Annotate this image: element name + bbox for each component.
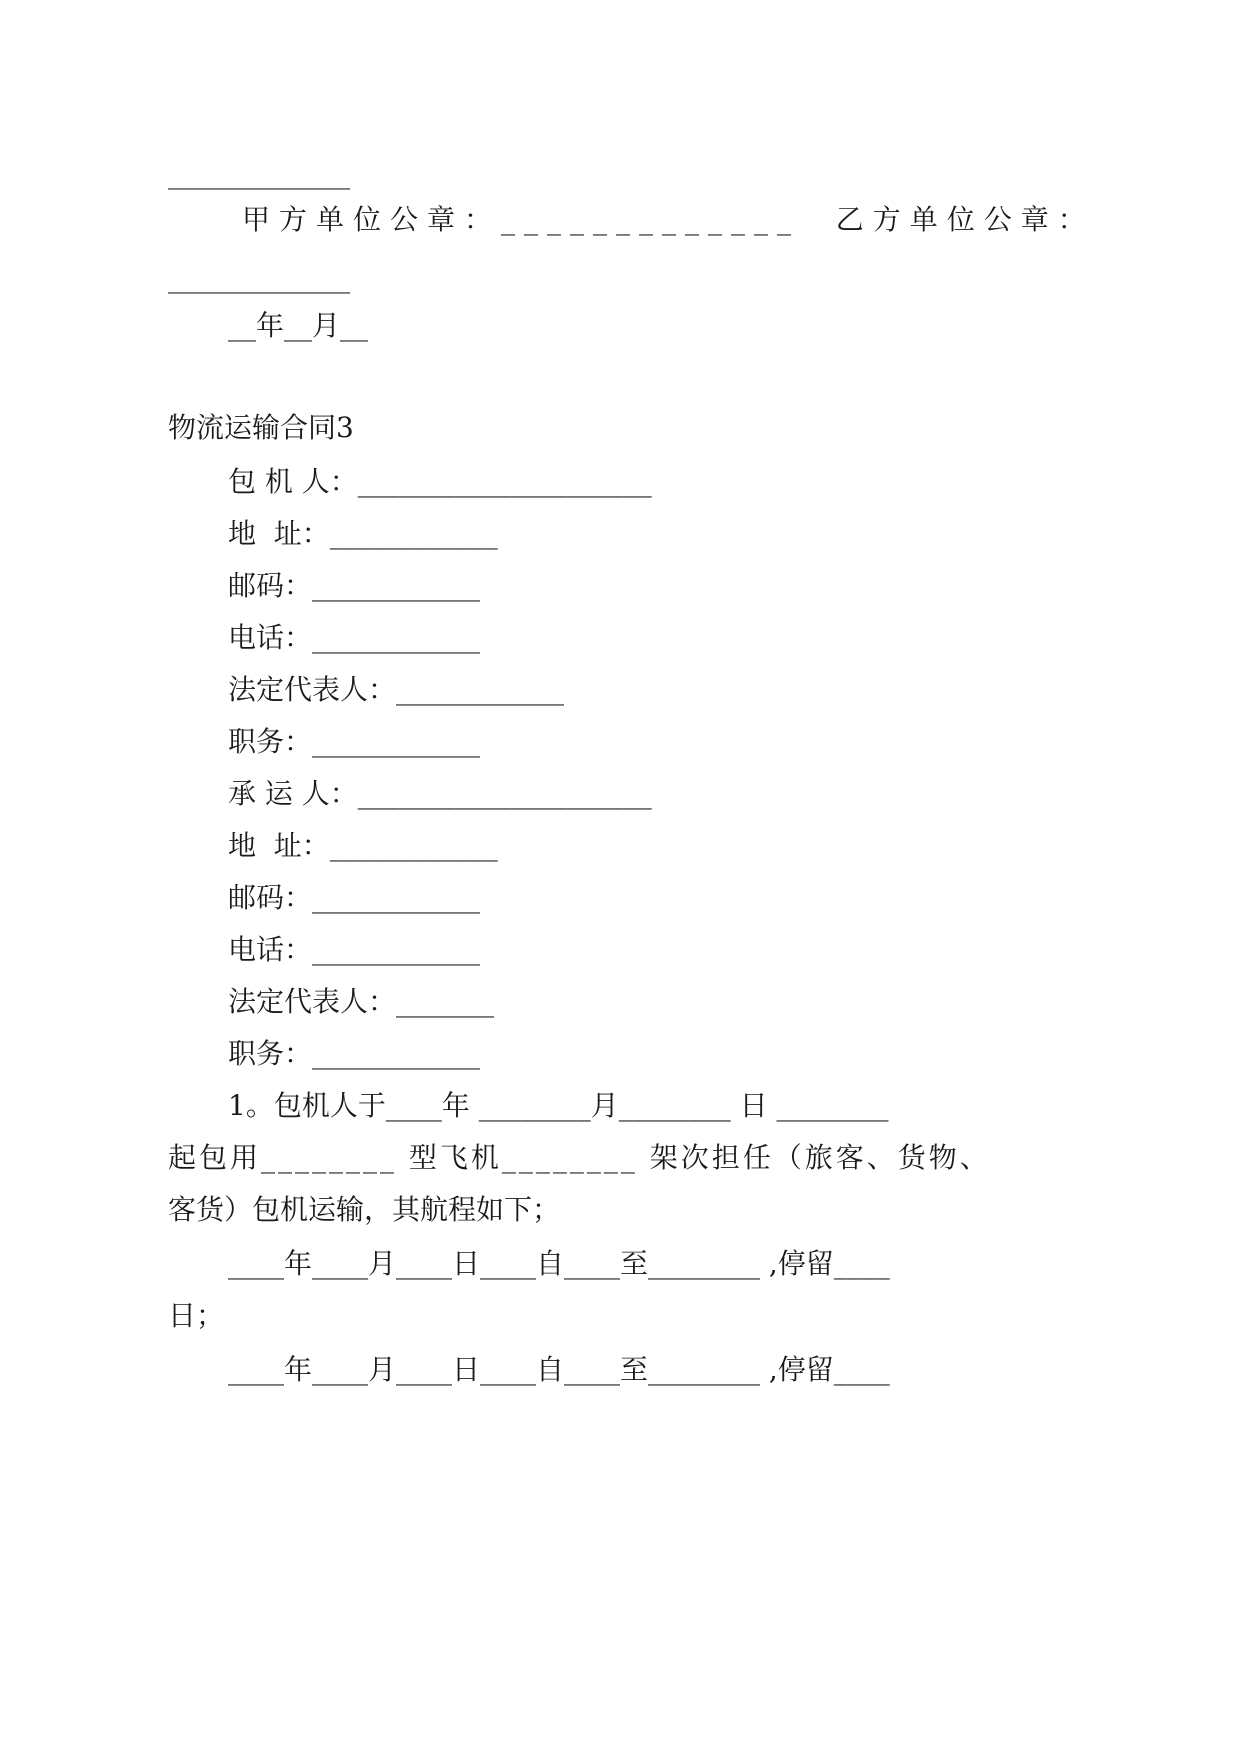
charterer-phone: 电话：____________ — [228, 621, 481, 654]
carrier-postcode: 邮码：____________ — [228, 881, 481, 914]
carrier-legal-rep: 法定代表人：_______ — [228, 985, 495, 1018]
top-blank: _____________ — [168, 157, 350, 190]
charterer-postcode: 邮码：____________ — [228, 569, 481, 602]
carrier-name: 承 运 人：_____________________ — [228, 777, 652, 810]
charterer-name: 包 机 人：_____________________ — [228, 465, 652, 498]
charterer-legal-rep: 法定代表人：____________ — [228, 673, 565, 706]
itinerary-row-1-cont: 日； — [168, 1299, 225, 1332]
carrier-phone: 电话：____________ — [228, 933, 481, 966]
charterer-address: 地 址：____________ — [228, 517, 498, 550]
carrier-address: 地 址：____________ — [228, 829, 498, 862]
charterer-title: 职务：____________ — [228, 725, 481, 758]
date-line: __年__月__ — [228, 309, 369, 342]
clause-1-line-2: 起包用________ 型飞机________ 架次担任（旅客、货物、 — [168, 1141, 991, 1174]
itinerary-row-1: ____年____月____日____自____至________ ,停留____ — [228, 1247, 890, 1280]
seal-blank-continued: _____________ — [168, 261, 350, 294]
clause-1-line-1: 1。包机人于____年 ________月________ 日 ________ — [228, 1089, 889, 1122]
seal-line: 甲方单位公章：_____________ 乙方单位公章： — [242, 203, 1095, 236]
carrier-title: 职务：____________ — [228, 1037, 481, 1070]
itinerary-row-2: ____年____月____日____自____至________ ,停留____ — [228, 1353, 890, 1386]
contract-title: 物流运输合同3 — [168, 411, 354, 444]
clause-1-line-3: 客货）包机运输，其航程如下； — [168, 1193, 561, 1226]
